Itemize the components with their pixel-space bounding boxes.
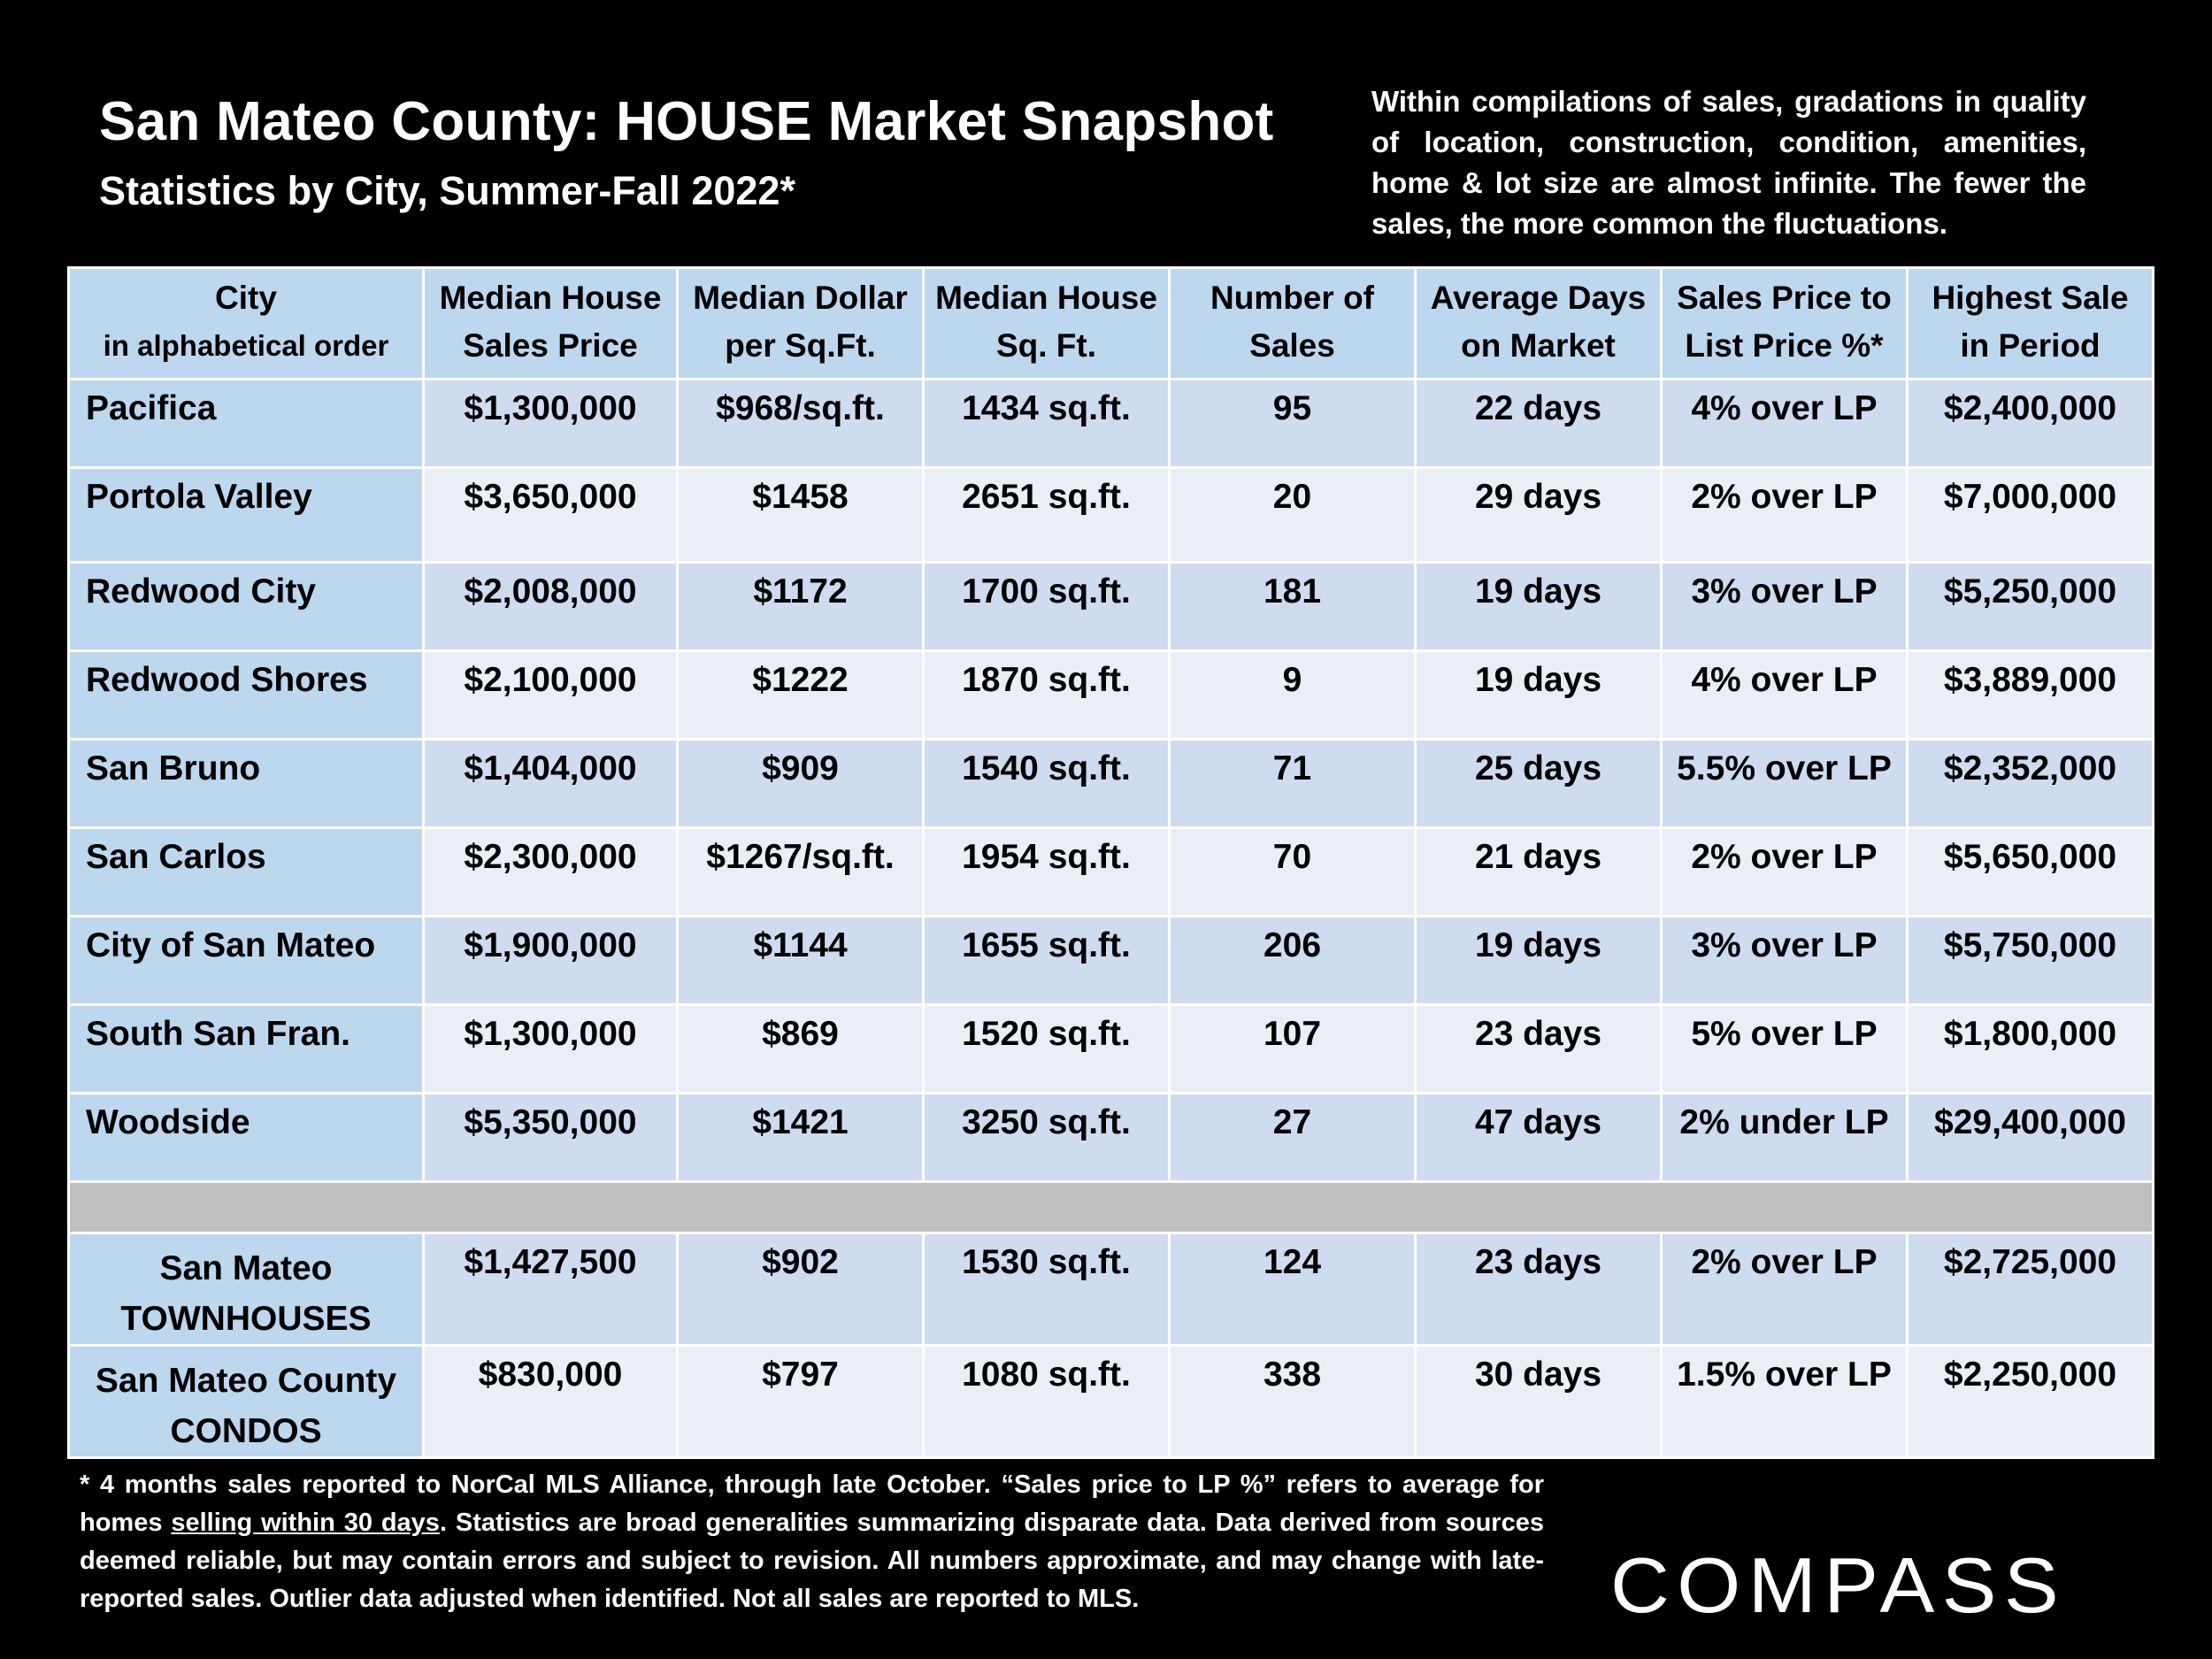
page-title: San Mateo County: HOUSE Market Snapshot xyxy=(99,91,1274,152)
city-cell: San Bruno xyxy=(69,740,424,828)
table-cell: 1434 sq.ft. xyxy=(924,380,1170,468)
table-cell: $1222 xyxy=(678,651,924,740)
table-row xyxy=(69,651,2154,740)
table-cell: $29,400,000 xyxy=(1908,1094,2154,1182)
table-cell: 1954 sq.ft. xyxy=(924,828,1170,917)
table-row xyxy=(69,740,2154,828)
table-cell: $5,750,000 xyxy=(1908,917,2154,1005)
table-cell: $1267/sq.ft. xyxy=(678,828,924,917)
table-cell: 1.5% over LP xyxy=(1662,1346,1908,1458)
table-cell: 47 days xyxy=(1416,1094,1662,1182)
table-cell: $5,250,000 xyxy=(1908,563,2154,651)
table-cell: 3% over LP xyxy=(1662,563,1908,651)
table-row xyxy=(69,828,2154,917)
table-cell: $1421 xyxy=(678,1094,924,1182)
table-cell: $2,725,000 xyxy=(1908,1233,2154,1346)
table-cell: 21 days xyxy=(1416,828,1662,917)
column-header-median-sqft: Median House Sq. Ft. xyxy=(924,268,1170,380)
table-cell: 29 days xyxy=(1416,468,1662,563)
compass-logo-text: COMPASS xyxy=(1610,1541,2066,1628)
city-cell: Redwood Shores xyxy=(69,651,424,740)
table-cell: 70 xyxy=(1170,828,1416,917)
table-cell: 20 xyxy=(1170,468,1416,563)
table-cell: $869 xyxy=(678,1005,924,1094)
market-stats-table xyxy=(67,266,2154,1459)
divider-cell xyxy=(69,1182,2154,1233)
table-cell: $3,889,000 xyxy=(1908,651,2154,740)
table-cell: $2,008,000 xyxy=(424,563,678,651)
table-cell: 25 days xyxy=(1416,740,1662,828)
table-cell: 4% over LP xyxy=(1662,651,1908,740)
city-cell: Portola Valley xyxy=(69,468,424,563)
table-row xyxy=(69,563,2154,651)
city-cell: City of San Mateo xyxy=(69,917,424,1005)
city-cell: San Carlos xyxy=(69,828,424,917)
column-header-number-sales: Number of Sales xyxy=(1170,268,1416,380)
divider-row xyxy=(69,1182,2154,1233)
table-cell: 1870 sq.ft. xyxy=(924,651,1170,740)
page-subtitle: Statistics by City, Summer-Fall 2022* xyxy=(99,168,795,213)
table-cell: 2651 sq.ft. xyxy=(924,468,1170,563)
table-cell: $2,352,000 xyxy=(1908,740,2154,828)
table-cell: 1520 sq.ft. xyxy=(924,1005,1170,1094)
table-cell: $2,250,000 xyxy=(1908,1346,2154,1458)
table-cell: 23 days xyxy=(1416,1005,1662,1094)
column-header-price-to-list: Sales Price to List Price %* xyxy=(1662,268,1908,380)
table-cell: 19 days xyxy=(1416,917,1662,1005)
table-cell: $1,900,000 xyxy=(424,917,678,1005)
table-cell: $5,350,000 xyxy=(424,1094,678,1182)
table-cell: $5,650,000 xyxy=(1908,828,2154,917)
table-cell: $7,000,000 xyxy=(1908,468,2154,563)
table-row xyxy=(69,380,2154,468)
table-cell: 2% over LP xyxy=(1662,1233,1908,1346)
table-cell: 71 xyxy=(1170,740,1416,828)
table-cell: 19 days xyxy=(1416,651,1662,740)
table-cell: 1655 sq.ft. xyxy=(924,917,1170,1005)
table-cell: $1458 xyxy=(678,468,924,563)
table-cell: 124 xyxy=(1170,1233,1416,1346)
column-header-median-price: Median House Sales Price xyxy=(424,268,678,380)
disclaimer-note: Within compilations of sales, gradations in quality of location, construction, condition, amenities, home & lot size are almost infinite. The fewer the sales, the more common the fluctuations. xyxy=(1371,85,2086,240)
footnote: * 4 months sales reported to NorCal MLS Alliance, through late October. “Sales price to LP %” refers to average for homes selling within 30 days. Statistics are broad generalities summarizing disparate data. Data derived from sources deemed reliable, but may contain errors and subject to revision. All numbers approximate, and may change with late-reported sales. Outlier data adjusted when identified. Not all sales are reported to MLS. xyxy=(80,1471,1544,1613)
table-cell: $1,300,000 xyxy=(424,1005,678,1094)
table-cell: $1144 xyxy=(678,917,924,1005)
table-cell: $968/sq.ft. xyxy=(678,380,924,468)
table-cell: $1172 xyxy=(678,563,924,651)
table-cell: 19 days xyxy=(1416,563,1662,651)
city-cell: South San Fran. xyxy=(69,1005,424,1094)
city-cell: Woodside xyxy=(69,1094,424,1182)
table-cell: 2% over LP xyxy=(1662,468,1908,563)
city-cell: San Mateo TOWNHOUSES xyxy=(69,1233,424,1346)
table-row xyxy=(69,1094,2154,1182)
column-header-dollar-sqft: Median Dollar per Sq.Ft. xyxy=(678,268,924,380)
compass-logo xyxy=(1610,1540,2066,1628)
table-cell: 1540 sq.ft. xyxy=(924,740,1170,828)
city-cell: Redwood City xyxy=(69,563,424,651)
table-cell: $1,427,500 xyxy=(424,1233,678,1346)
table-cell: 22 days xyxy=(1416,380,1662,468)
table-cell: $797 xyxy=(678,1346,924,1458)
table-cell: 107 xyxy=(1170,1005,1416,1094)
column-header-city: City in alphabetical order xyxy=(69,268,424,380)
table-row xyxy=(69,1005,2154,1094)
column-header-highest-sale: Highest Sale in Period xyxy=(1908,268,2154,380)
table-cell: 2% under LP xyxy=(1662,1094,1908,1182)
table-cell: $909 xyxy=(678,740,924,828)
table-cell: $2,400,000 xyxy=(1908,380,2154,468)
table-cell: 1700 sq.ft. xyxy=(924,563,1170,651)
table-cell: $902 xyxy=(678,1233,924,1346)
table-cell: $1,404,000 xyxy=(424,740,678,828)
table-cell: 181 xyxy=(1170,563,1416,651)
table-cell: $1,300,000 xyxy=(424,380,678,468)
table-header-row xyxy=(69,268,2154,380)
table-row xyxy=(69,468,2154,563)
table-cell: 3250 sq.ft. xyxy=(924,1094,1170,1182)
table-cell: $2,100,000 xyxy=(424,651,678,740)
table-cell: 23 days xyxy=(1416,1233,1662,1346)
table-cell: 4% over LP xyxy=(1662,380,1908,468)
table-cell: $2,300,000 xyxy=(424,828,678,917)
table-cell: $3,650,000 xyxy=(424,468,678,563)
table-cell: 1530 sq.ft. xyxy=(924,1233,1170,1346)
table-cell: 3% over LP xyxy=(1662,917,1908,1005)
table-cell: 1080 sq.ft. xyxy=(924,1346,1170,1458)
table-cell: 5% over LP xyxy=(1662,1005,1908,1094)
table-cell: $1,800,000 xyxy=(1908,1005,2154,1094)
table-cell: $830,000 xyxy=(424,1346,678,1458)
table-row-townhouses xyxy=(69,1233,2154,1346)
table-cell: 206 xyxy=(1170,917,1416,1005)
table-cell: 9 xyxy=(1170,651,1416,740)
table-row-condos xyxy=(69,1346,2154,1458)
table-cell: 5.5% over LP xyxy=(1662,740,1908,828)
table-row xyxy=(69,917,2154,1005)
table-cell: 338 xyxy=(1170,1346,1416,1458)
city-cell: Pacifica xyxy=(69,380,424,468)
table-cell: 95 xyxy=(1170,380,1416,468)
table-cell: 2% over LP xyxy=(1662,828,1908,917)
table-cell: 30 days xyxy=(1416,1346,1662,1458)
column-header-days-on-market: Average Days on Market xyxy=(1416,268,1662,380)
city-cell: San Mateo County CONDOS xyxy=(69,1346,424,1458)
table-cell: 27 xyxy=(1170,1094,1416,1182)
